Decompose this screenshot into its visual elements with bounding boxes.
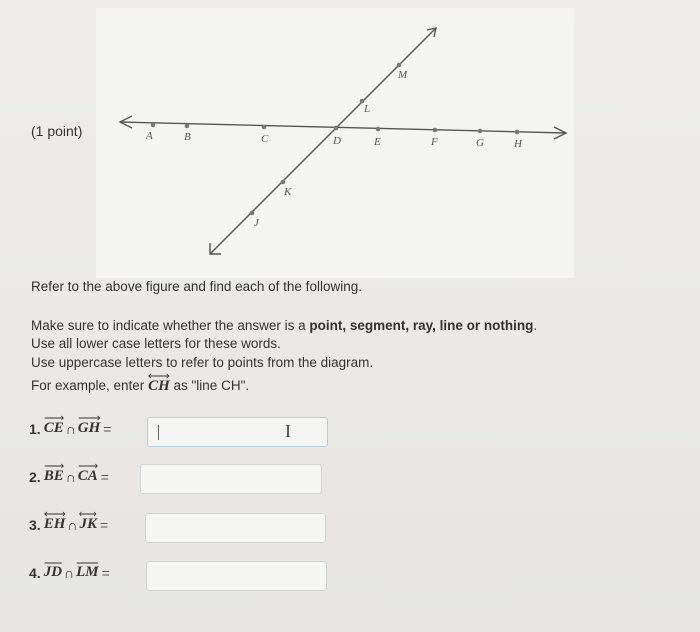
point-b — [185, 124, 190, 129]
label-j: J — [254, 217, 259, 229]
ray-arrow-icon — [78, 415, 101, 421]
intersection-symbol: ∩ — [64, 564, 75, 581]
segment-bar-icon — [76, 559, 99, 565]
question-1 — [29, 420, 111, 437]
point-k — [281, 180, 286, 185]
line-arrow-icon — [44, 511, 66, 517]
equals-sign: = — [99, 516, 109, 533]
ibeam-cursor-icon: I — [285, 421, 291, 441]
ray-arrow-icon — [44, 463, 64, 469]
instruction-example — [31, 378, 249, 395]
label-h: H — [514, 138, 522, 150]
label-c: C — [261, 133, 269, 145]
intersection-symbol: ∩ — [67, 516, 78, 533]
point-g — [478, 129, 483, 134]
segment-lm: LM — [76, 564, 99, 581]
figure-svg — [96, 8, 574, 278]
question-3 — [29, 516, 108, 533]
question-4 — [29, 564, 110, 581]
line-arrow-icon — [79, 511, 97, 517]
ray-arrow-icon — [78, 463, 98, 469]
segment-jd: JD — [44, 564, 62, 581]
answer-input-4[interactable] — [146, 561, 327, 591]
equals-sign: = — [103, 420, 112, 437]
segment-bar-icon — [44, 559, 62, 565]
point-j — [250, 211, 255, 216]
label-l: L — [364, 103, 371, 115]
text-cursor — [158, 425, 159, 440]
instruction-type — [31, 318, 537, 333]
label-f: F — [431, 136, 438, 148]
line-arrow-icon — [148, 373, 170, 379]
answer-input-2[interactable] — [140, 464, 322, 494]
answer-input-3[interactable] — [145, 513, 326, 543]
label-g: G — [476, 137, 484, 149]
example-pre: For example, enter — [31, 378, 149, 393]
label-a: A — [146, 130, 153, 142]
label-e: E — [374, 136, 381, 148]
question-2-number: 2. — [29, 468, 41, 485]
point-h — [515, 130, 520, 135]
ray-arrow-icon — [44, 415, 64, 421]
question-1-number: 1. — [29, 420, 41, 437]
instruction-type-pre: Make sure to indicate whether the answer is a — [31, 318, 310, 333]
instruction-uppercase: Use uppercase letters to refer to points from the diagram. — [31, 355, 374, 370]
line-jk: JK — [79, 516, 97, 533]
ray-ca: CA — [78, 468, 98, 485]
intersection-symbol: ∩ — [65, 468, 76, 485]
label-d: D — [333, 135, 341, 147]
question-3-number: 3. — [29, 516, 41, 533]
instruction-lowercase: Use all lower case letters for these words. — [31, 336, 281, 351]
point-c — [262, 125, 267, 130]
equals-sign: = — [101, 564, 110, 581]
label-b: B — [184, 131, 191, 143]
point-a — [151, 123, 156, 128]
point-d — [334, 126, 339, 131]
question-2 — [29, 468, 109, 485]
example-post: as "line CH". — [169, 378, 250, 393]
answer-input-1[interactable] — [147, 417, 328, 447]
line-eh: EH — [44, 516, 66, 533]
points-label: (1 point) — [31, 123, 83, 139]
instruction-type-bold: point, segment, ray, line or nothing — [309, 318, 534, 333]
line-diagonal — [210, 28, 436, 254]
example-line-symbol: CH — [148, 378, 170, 395]
point-e — [376, 127, 381, 132]
label-m: M — [398, 69, 408, 81]
instruction-refer: Refer to the above figure and find each of the following. — [31, 279, 362, 294]
instruction-type-post: . — [533, 318, 538, 333]
ray-ce: CE — [44, 420, 64, 437]
equals-sign: = — [100, 468, 109, 485]
point-f — [433, 128, 438, 133]
point-m — [397, 63, 402, 68]
ray-be: BE — [44, 468, 64, 485]
intersection-symbol: ∩ — [65, 420, 76, 437]
label-k: K — [284, 186, 292, 198]
geometry-figure — [96, 8, 574, 278]
ray-gh: GH — [78, 420, 101, 437]
question-4-number: 4. — [29, 564, 41, 581]
